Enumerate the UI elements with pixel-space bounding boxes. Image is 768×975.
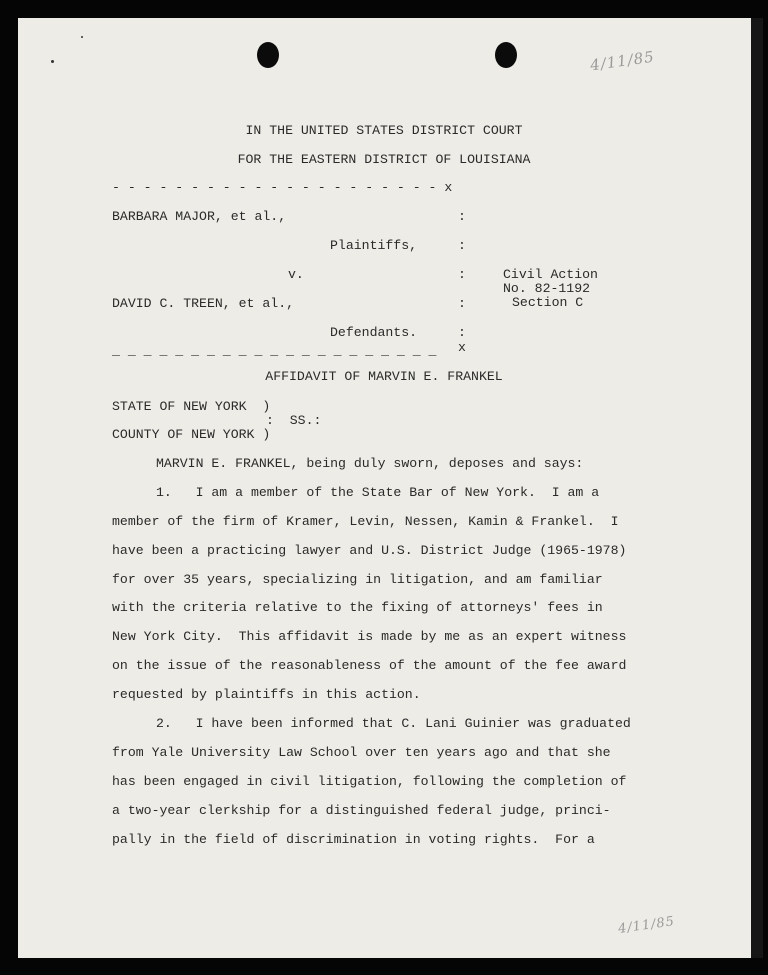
court-name-line-2: FOR THE EASTERN DISTRICT OF LOUISIANA: [237, 152, 531, 167]
scan-speck: [51, 60, 54, 63]
paragraph-line: on the issue of the reasonableness of the amount of the fee award: [112, 658, 627, 673]
caption-bottom-rule: _ _ _ _ _ _ _ _ _ _ _ _ _ _ _ _ _ _ _ _ _: [112, 343, 437, 358]
case-number: No. 82-1192: [503, 281, 591, 296]
paragraph-line: New York City. This affidavit is made by me as an expert witness: [112, 629, 627, 644]
paragraph-line: for over 35 years, specializing in litigation, and am familiar: [112, 572, 603, 587]
versus: v.: [288, 267, 304, 282]
punch-hole-right: [495, 42, 517, 68]
defendant-role: Defendants.: [330, 325, 418, 340]
punch-hole-left: [257, 42, 279, 68]
handwritten-date-bottom: 4/11/85: [617, 914, 676, 937]
venue-ss: : SS.:: [266, 413, 322, 428]
caption-top-rule: - - - - - - - - - - - - - - - - - - - - - x: [112, 180, 453, 195]
paragraph-line: member of the firm of Kramer, Levin, Nessen, Kamin & Frankel. I: [112, 514, 619, 529]
caption-colon: :: [458, 325, 466, 340]
caption-bottom-x: x: [458, 340, 466, 355]
paragraph-line: have been a practicing lawyer and U.S. District Judge (1965-1978): [112, 543, 627, 558]
caption-colon: :: [458, 238, 466, 253]
caption-colon: :: [458, 296, 466, 311]
court-name-line-1: IN THE UNITED STATES DISTRICT COURT: [245, 123, 523, 138]
paragraph-line: 1. I am a member of the State Bar of New York. I am a: [156, 485, 600, 500]
paragraph-line: has been engaged in civil litigation, following the completion of: [112, 774, 627, 789]
case-section: Section C: [512, 295, 584, 310]
paragraph-line: with the criteria relative to the fixing of attorneys' fees in: [112, 600, 603, 615]
paragraph-line: a two-year clerkship for a distinguished federal judge, princi-: [112, 803, 611, 818]
paragraph-line: pally in the field of discrimination in voting rights. For a: [112, 832, 595, 847]
handwritten-date-top: 4/11/85: [589, 47, 656, 75]
paragraph-line: from Yale University Law School over ten years ago and that she: [112, 745, 611, 760]
plaintiff-name: BARBARA MAJOR, et al.,: [112, 209, 287, 224]
venue-county: COUNTY OF NEW YORK ): [112, 427, 271, 442]
scan-speck: [81, 36, 83, 38]
defendant-name: DAVID C. TREEN, et al.,: [112, 296, 295, 311]
plaintiff-role: Plaintiffs,: [330, 238, 418, 253]
intro-statement: MARVIN E. FRANKEL, being duly sworn, deposes and says:: [156, 456, 584, 471]
case-type: Civil Action: [503, 267, 598, 282]
paragraph-line: requested by plaintiffs in this action.: [112, 687, 421, 702]
caption-colon: :: [458, 209, 466, 224]
venue-state: STATE OF NEW YORK ): [112, 399, 271, 414]
caption-colon: :: [458, 267, 466, 282]
paragraph-line: 2. I have been informed that C. Lani Guinier was graduated: [156, 716, 631, 731]
document-title: AFFIDAVIT OF MARVIN E. FRANKEL: [265, 369, 503, 384]
